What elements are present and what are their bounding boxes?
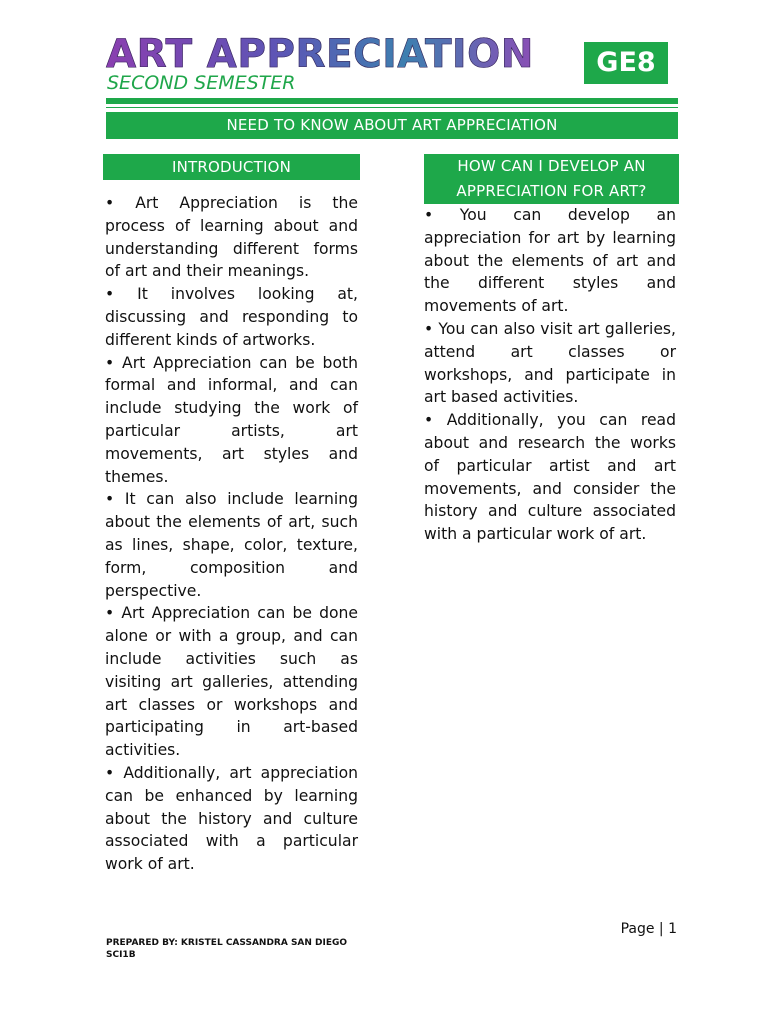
intro-paragraph: • It can also include learning about the elements of art, such as lines, shape, color, texture, form, composition and perspective. <box>105 490 358 600</box>
develop-appreciation-body <box>424 204 676 546</box>
develop-paragraph: • Additionally, you can read about and research the works of particular artist and art movements, and consider the history and culture associated with a particular work of art. <box>424 411 676 544</box>
develop-paragraph: • You can also visit art galleries, attend art classes or workshops, and participate in art based activities. <box>424 319 676 407</box>
course-code-badge: GE8 <box>584 42 668 84</box>
develop-appreciation-heading <box>424 154 679 204</box>
intro-paragraph: • Art Appreciation can be done alone or with a group, and can include activities such as visiting art galleries, attending art classes or workshops and participating in art-based activities. <box>105 604 358 760</box>
header-divider-thick <box>106 98 678 104</box>
develop-heading-line-1: HOW CAN I DEVELOP AN <box>457 157 646 175</box>
introduction-heading: INTRODUCTION <box>103 154 360 180</box>
section-banner: NEED TO KNOW ABOUT ART APPRECIATION <box>106 112 678 139</box>
intro-paragraph: • It involves looking at, discussing and responding to different kinds of artworks. <box>105 285 358 349</box>
intro-paragraph: • Art Appreciation can be both formal and informal, and can include studying the work of particular artists, art movements, art styles and themes. <box>105 353 358 486</box>
semester-subtitle: SECOND SEMESTER <box>107 72 296 94</box>
document-title: ART APPRECIATION <box>106 32 534 77</box>
develop-paragraph: • You can develop an appreciation for art by learning about the elements of art and the different styles and movements of art. <box>424 206 676 316</box>
introduction-body <box>105 192 358 876</box>
header-divider-thin <box>106 107 678 108</box>
page-number: Page | 1 <box>620 921 677 937</box>
prepared-by-footer <box>106 937 347 961</box>
develop-heading-line-2: APPRECIATION FOR ART? <box>456 182 647 200</box>
section-code: SCI1B <box>106 950 136 960</box>
intro-paragraph: • Additionally, art appreciation can be enhanced by learning about the history and culture associated with a particular work of art. <box>105 763 358 874</box>
author-credit: PREPARED BY: KRISTEL CASSANDRA SAN DIEGO <box>106 938 348 948</box>
intro-paragraph: • Art Appreciation is the process of learning about and understanding different forms of art and their meanings. <box>105 194 358 281</box>
